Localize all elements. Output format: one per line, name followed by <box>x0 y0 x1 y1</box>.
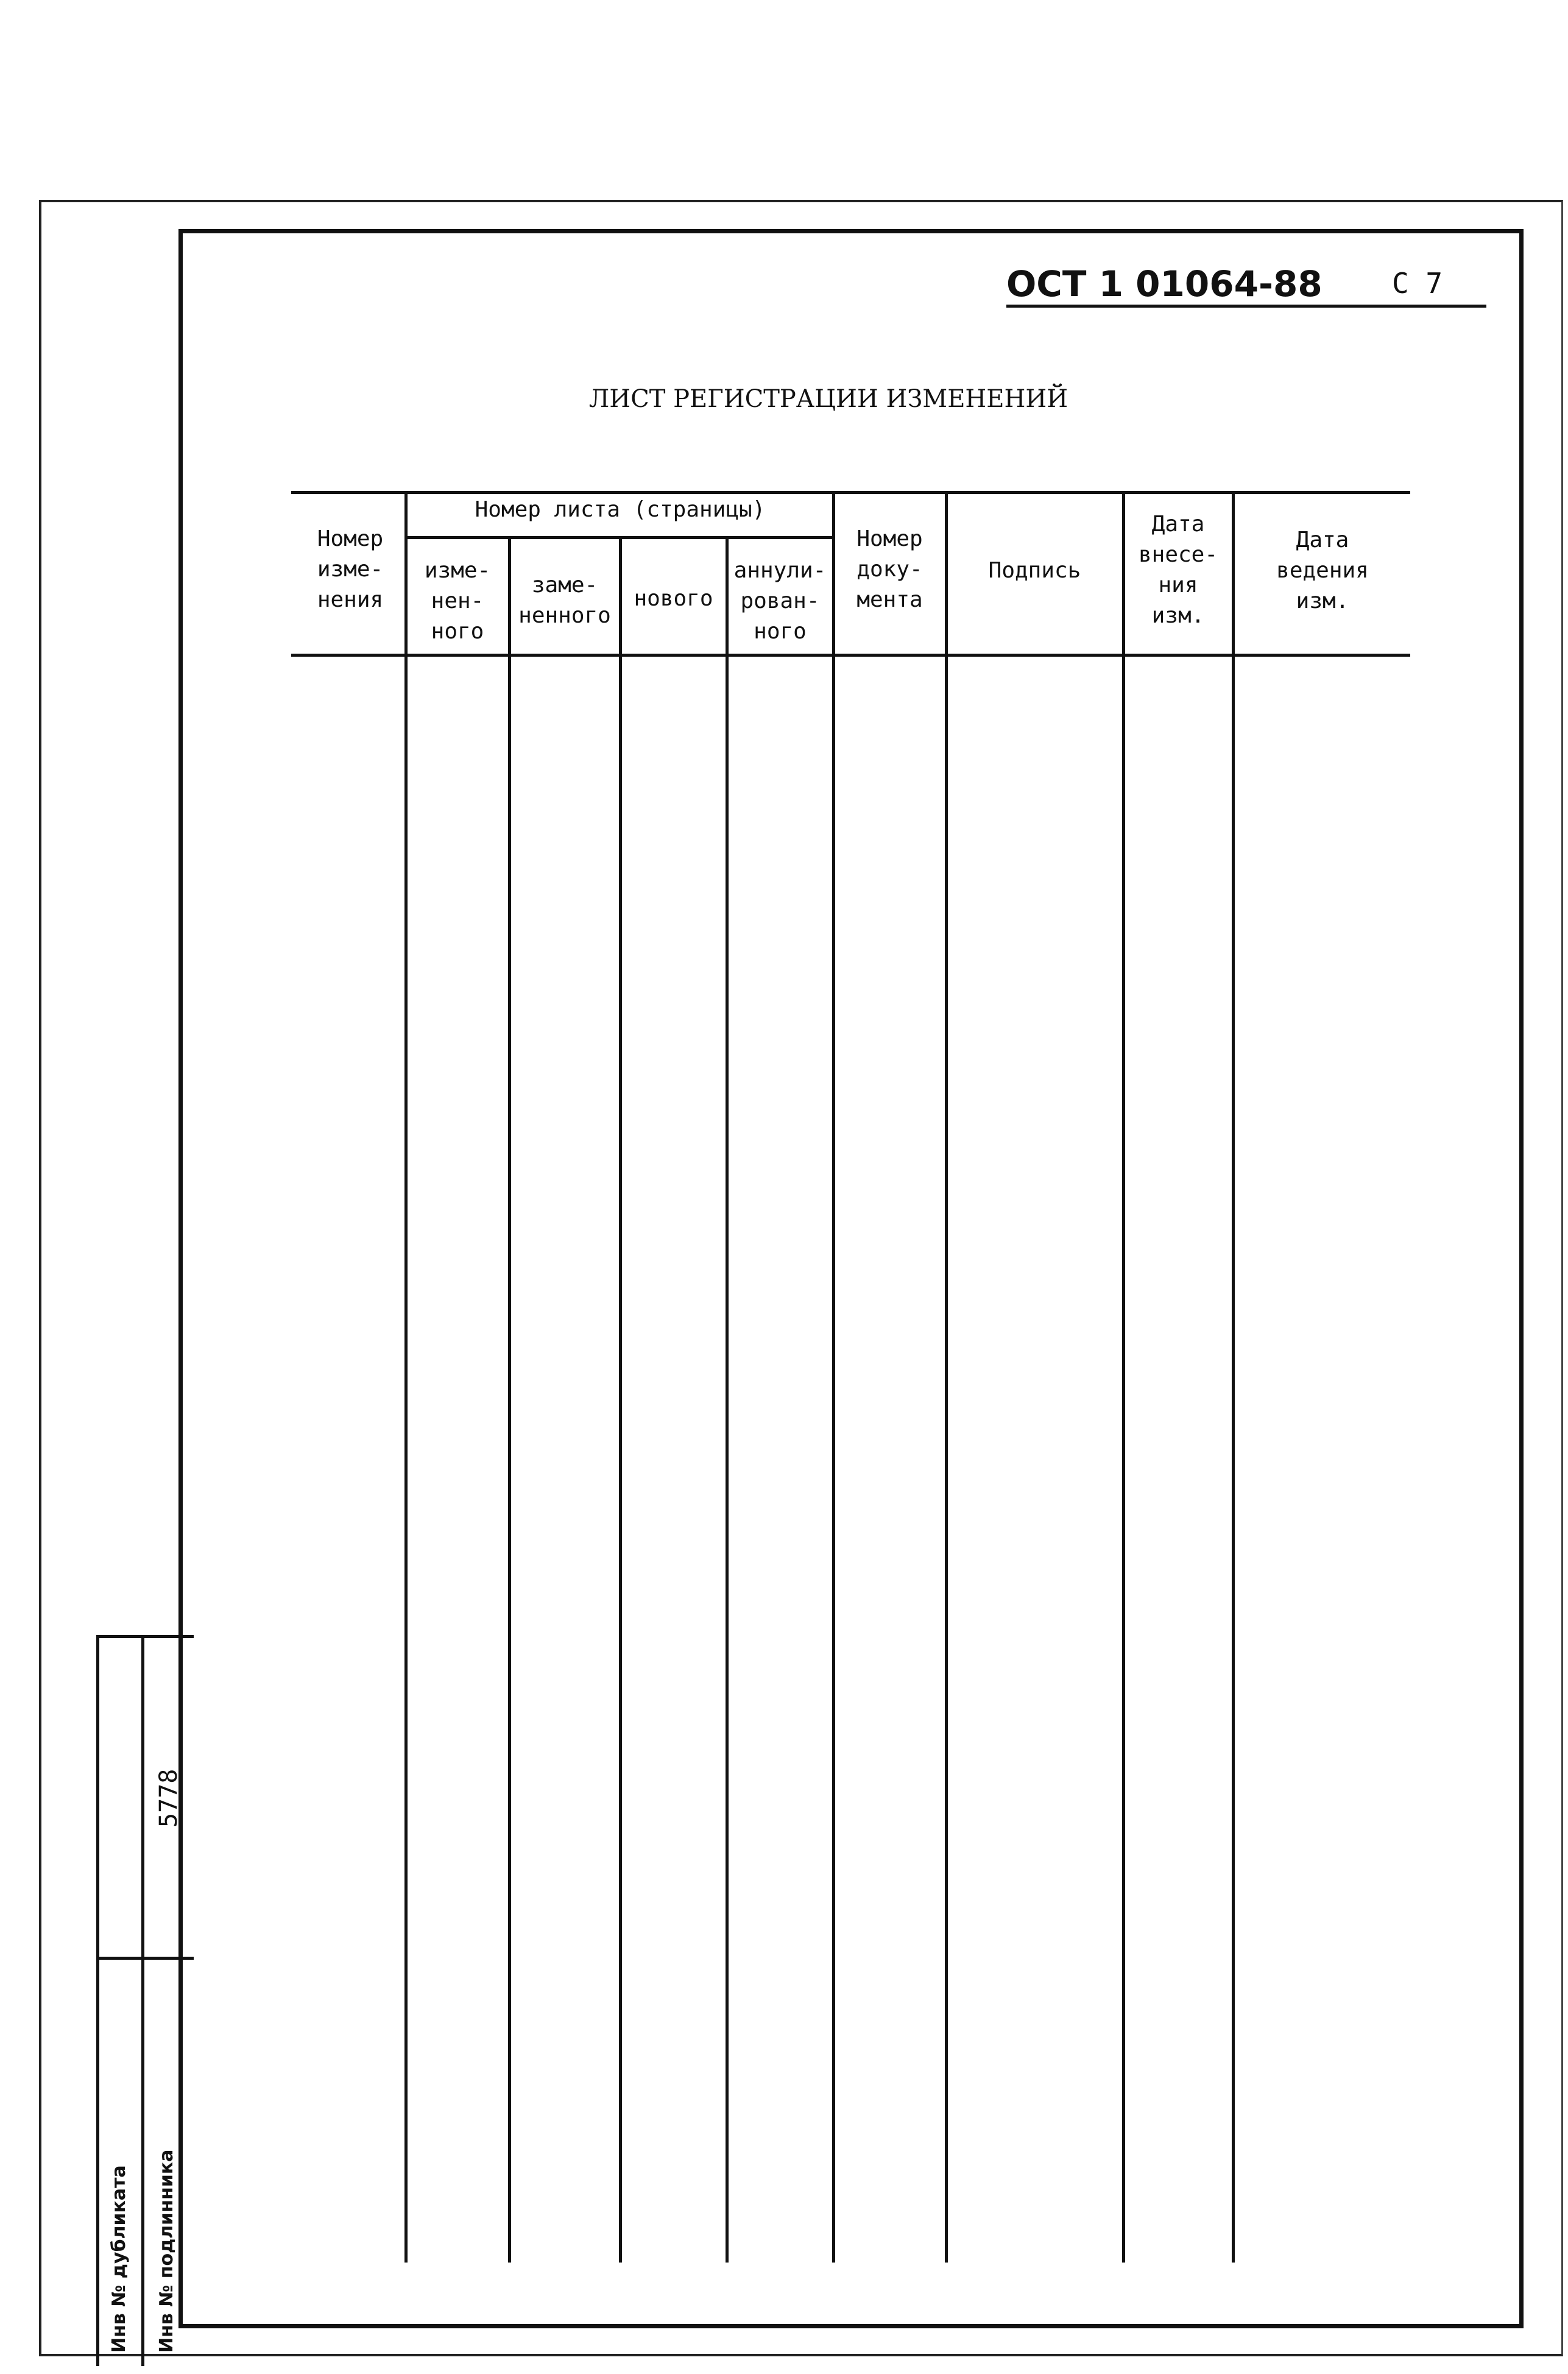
header-replaced: заме- ненного <box>518 573 611 628</box>
header-changed: изме- нен- ного <box>424 558 491 644</box>
header-underline <box>1006 305 1486 308</box>
stamp-original-label: Инв № подлинника <box>156 2149 177 2353</box>
col-divider-1 <box>404 491 408 2263</box>
header-group-sheet-number: Номер листа (страницы) <box>475 497 766 522</box>
stamp-top-line <box>96 1635 194 1638</box>
col-divider-8 <box>1232 491 1235 2263</box>
header-annulled: аннули- рован- ного <box>733 558 827 644</box>
col-divider-2 <box>508 536 511 2263</box>
col-divider-7 <box>1122 491 1125 2263</box>
table-top-line <box>291 491 1410 494</box>
col-divider-3 <box>619 536 622 2263</box>
stamp-divider-line <box>96 1957 194 1960</box>
document-code: ОСТ 1 01064-88 <box>1006 263 1323 305</box>
page-number: С 7 <box>1392 267 1443 300</box>
header-bottom-line <box>291 654 1410 657</box>
col-divider-4 <box>726 536 729 2263</box>
header-date-introduced: Дата ведения изм. <box>1276 528 1369 613</box>
sheet-title: ЛИСТ РЕГИСТРАЦИИ ИЗМЕНЕНИЙ <box>588 385 1068 413</box>
stamp-mid-line <box>141 1635 144 2366</box>
col-divider-6 <box>945 491 948 2263</box>
stamp-duplicate-label: Инв № дубликата <box>108 2165 130 2353</box>
header-change-number: Номер изме- нения <box>317 526 384 612</box>
header-date-entered: Дата внесе- ния изм. <box>1138 512 1218 628</box>
stamp-original-number: 5778 <box>155 1768 183 1828</box>
col-divider-5 <box>832 491 835 2263</box>
stamp-left-line <box>96 1635 99 2366</box>
header-new: нового <box>634 586 713 611</box>
header-doc-number: Номер доку- мента <box>856 526 923 612</box>
header-signature: Подпись <box>988 558 1081 583</box>
